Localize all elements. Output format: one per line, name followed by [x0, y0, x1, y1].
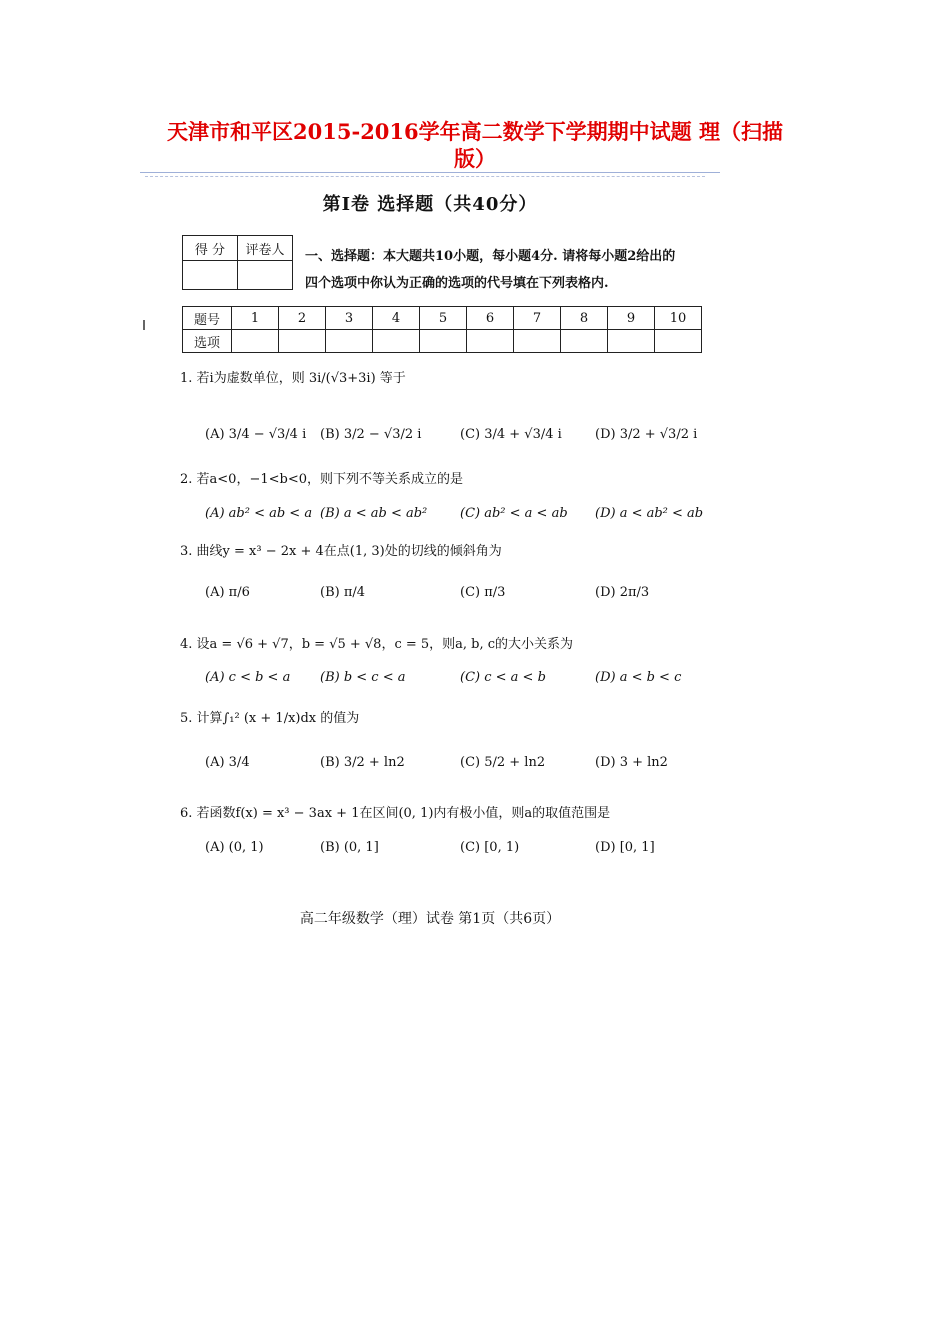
answer-table-number: 2: [279, 307, 326, 330]
title-line-2: 版）: [454, 146, 496, 171]
question-5: 5. 计算∫₁² (x + 1/x)dx 的值为: [180, 711, 360, 726]
score-label: 得 分: [183, 236, 238, 261]
grader-cell: [238, 261, 293, 290]
score-cell: [183, 261, 238, 290]
answer-table: [182, 306, 702, 353]
question-4-option-d: (D) a < b < c: [595, 670, 682, 685]
answer-cell: [232, 330, 279, 353]
score-box: [182, 235, 293, 290]
instruction-line-1: 一、选择题：本大题共10小题，每小题4分. 请将每小题2给出的: [305, 249, 676, 264]
scan-mark: [143, 320, 145, 330]
answer-cell: [514, 330, 561, 353]
answer-table-number: 7: [514, 307, 561, 330]
page-footer: 高二年级数学（理）试卷 第1页（共6页）: [299, 911, 561, 927]
answer-cell: [279, 330, 326, 353]
answer-table-number: 1: [232, 307, 279, 330]
question-6: 6. 若函数f(x) = x³ − 3ax + 1在区间(0, 1)内有极小值，则a的取值范围是: [180, 806, 611, 821]
question-5-option-c: (C) 5/2 + ln2: [460, 755, 546, 770]
question-5-option-a: (A) 3/4: [205, 755, 250, 770]
question-6-option-c: (C) [0, 1): [460, 840, 520, 855]
question-6-option-b: (B) (0, 1]: [320, 840, 379, 855]
answer-cell: [608, 330, 655, 353]
answer-table-number: 6: [467, 307, 514, 330]
answer-cell: [420, 330, 467, 353]
question-2-option-a: (A) ab² < ab < a: [205, 506, 313, 521]
question-5-option-b: (B) 3/2 + ln2: [320, 755, 405, 770]
question-1-option-a: (A) 3/4 − √3/4 i: [205, 427, 307, 442]
instruction-line-2: 四个选项中你认为正确的选项的代号填在下列表格内.: [305, 276, 609, 291]
question-3-option-a: (A) π/6: [205, 585, 250, 600]
question-2-option-c: (C) ab² < a < ab: [460, 506, 568, 521]
answer-table-number: 9: [608, 307, 655, 330]
answer-table-number: 4: [373, 307, 420, 330]
instructions: [305, 243, 725, 297]
question-4: 4. 设a = √6 + √7，b = √5 + √8，c = 5，则a, b, c的大小关系为: [180, 637, 574, 652]
question-3-option-c: (C) π/3: [460, 585, 506, 600]
answer-cell: [373, 330, 420, 353]
scanned-exam-page: [140, 180, 720, 940]
answer-cell: [326, 330, 373, 353]
question-1-option-c: (C) 3/4 + √3/4 i: [460, 427, 562, 442]
answer-table-number: 3: [326, 307, 373, 330]
question-2-option-d: (D) a < ab² < ab: [595, 506, 704, 521]
document-title: [150, 118, 800, 172]
answer-table-number: 5: [420, 307, 467, 330]
question-6-option-a: (A) (0, 1): [205, 840, 264, 855]
answer-cell: [655, 330, 702, 353]
question-2-option-b: (B) a < ab < ab²: [320, 506, 428, 521]
question-4-option-c: (C) c < a < b: [460, 670, 546, 685]
question-4-option-a: (A) c < b < a: [205, 670, 291, 685]
title-line-1: 天津市和平区2015-2016学年高二数学下学期期中试题 理（扫描: [167, 119, 783, 144]
question-6-option-d: (D) [0, 1]: [595, 840, 655, 855]
answer-table-number: 10: [655, 307, 702, 330]
question-3: 3. 曲线y = x³ − 2x + 4在点(1, 3)处的切线的倾斜角为: [180, 544, 502, 559]
question-2: 2. 若a<0，−1<b<0，则下列不等关系成立的是: [180, 472, 463, 487]
question-4-option-b: (B) b < c < a: [320, 670, 406, 685]
grader-label: 评卷人: [238, 236, 293, 261]
question-3-option-d: (D) 2π/3: [595, 585, 650, 600]
question-1: 1. 若i为虚数单位，则 3i/(√3+3i) 等于: [180, 371, 406, 386]
answer-table-number: 8: [561, 307, 608, 330]
question-3-option-b: (B) π/4: [320, 585, 366, 600]
question-5-option-d: (D) 3 + ln2: [595, 755, 668, 770]
question-1-option-d: (D) 3/2 + √3/2 i: [595, 427, 698, 442]
answer-table-option-header: 选项: [183, 330, 232, 353]
section-heading: 第Ⅰ卷 选择题（共40分）: [322, 194, 538, 215]
answer-cell: [467, 330, 514, 353]
question-1-option-b: (B) 3/2 − √3/2 i: [320, 427, 422, 442]
answer-table-number-header: 题号: [183, 307, 232, 330]
title-divider: [140, 172, 720, 173]
title-divider-dashed: [145, 176, 705, 177]
answer-cell: [561, 330, 608, 353]
